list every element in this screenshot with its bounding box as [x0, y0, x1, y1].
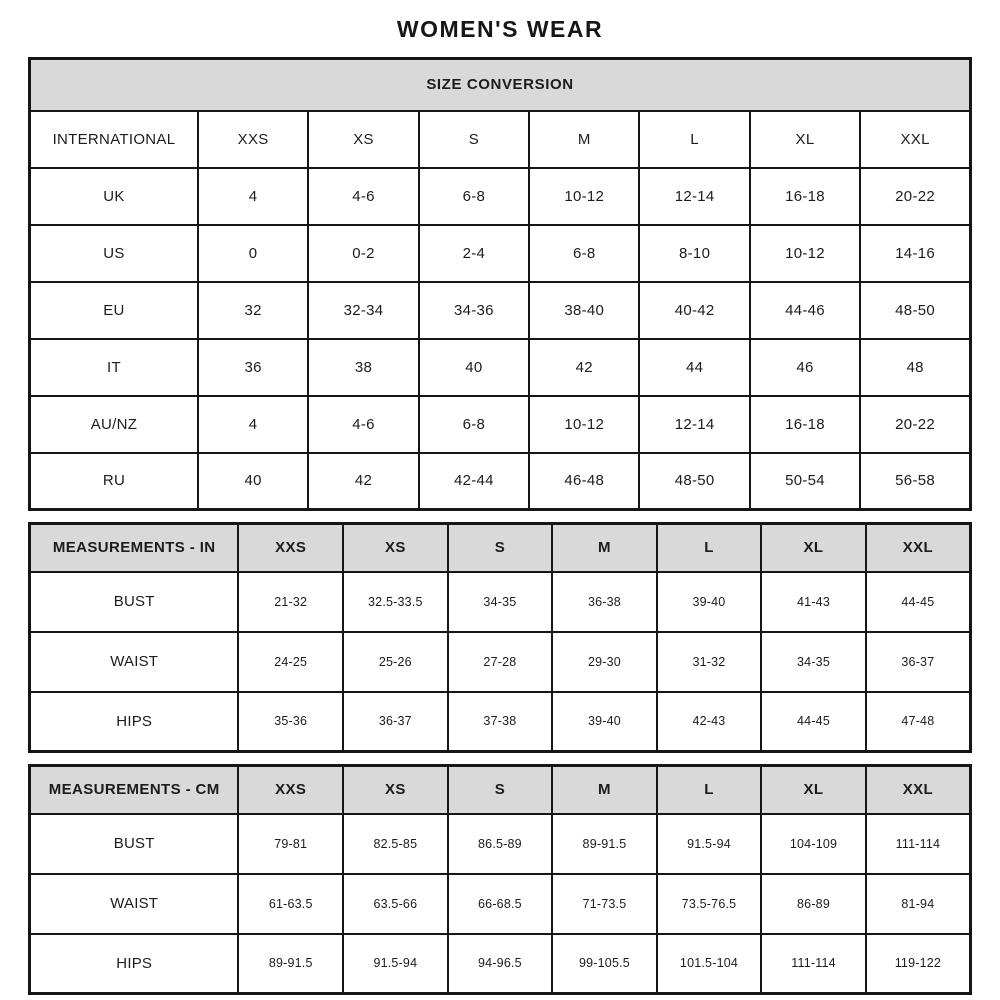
measurement-cell: 71-73.5 [552, 874, 657, 934]
table-row [30, 814, 971, 874]
size-cell: 44-46 [750, 282, 860, 339]
size-cell: 0 [198, 225, 308, 282]
column-header: S [419, 111, 529, 168]
measurements-in-header: MEASUREMENTS - IN [30, 524, 239, 572]
measurement-cell: 104-109 [761, 814, 866, 874]
row-label: BUST [30, 572, 239, 632]
column-header: XL [761, 766, 866, 814]
size-cell: 20-22 [860, 168, 970, 225]
size-cell: 16-18 [750, 396, 860, 453]
measurement-cell: 39-40 [552, 692, 657, 752]
measurement-cell: 44-45 [866, 572, 971, 632]
size-cell: 48 [860, 339, 970, 396]
size-cell: 10-12 [529, 168, 639, 225]
size-cell: 48-50 [860, 282, 970, 339]
column-header: XXS [238, 766, 343, 814]
table-row [30, 692, 971, 752]
row-label: IT [30, 339, 198, 396]
table-row [30, 453, 971, 510]
measurement-cell: 39-40 [657, 572, 762, 632]
size-cell: 34-36 [419, 282, 529, 339]
size-cell: 36 [198, 339, 308, 396]
row-label: WAIST [30, 874, 239, 934]
column-header: XXL [866, 766, 971, 814]
row-label: UK [30, 168, 198, 225]
row-label: RU [30, 453, 198, 510]
size-cell: 4 [198, 168, 308, 225]
column-header: XL [761, 524, 866, 572]
table-row [30, 524, 971, 572]
table-row [30, 572, 971, 632]
size-cell: 6-8 [529, 225, 639, 282]
column-header: S [448, 766, 553, 814]
column-header: L [639, 111, 749, 168]
measurement-cell: 24-25 [238, 632, 343, 692]
size-cell: 10-12 [529, 396, 639, 453]
size-cell: 38 [308, 339, 418, 396]
size-cell: 4-6 [308, 168, 418, 225]
column-header: M [529, 111, 639, 168]
size-cell: 46 [750, 339, 860, 396]
measurement-cell: 111-114 [866, 814, 971, 874]
size-cell: 2-4 [419, 225, 529, 282]
table-row [30, 168, 971, 225]
table-row [30, 874, 971, 934]
row-label: HIPS [30, 692, 239, 752]
measurement-cell: 91.5-94 [657, 814, 762, 874]
column-header: XXL [860, 111, 970, 168]
size-cell: 6-8 [419, 168, 529, 225]
table-row [30, 396, 971, 453]
measurement-cell: 25-26 [343, 632, 448, 692]
table-row [30, 339, 971, 396]
size-cell: 20-22 [860, 396, 970, 453]
column-header: XS [343, 766, 448, 814]
column-header: L [657, 766, 762, 814]
measurement-cell: 73.5-76.5 [657, 874, 762, 934]
size-cell: 0-2 [308, 225, 418, 282]
measurement-cell: 119-122 [866, 934, 971, 994]
measurement-cell: 36-37 [343, 692, 448, 752]
size-cell: 40-42 [639, 282, 749, 339]
measurement-cell: 86-89 [761, 874, 866, 934]
table-row [30, 111, 971, 168]
size-cell: 14-16 [860, 225, 970, 282]
size-cell: 42-44 [419, 453, 529, 510]
size-cell: 56-58 [860, 453, 970, 510]
size-cell: 10-12 [750, 225, 860, 282]
row-label: HIPS [30, 934, 239, 994]
column-header: XS [343, 524, 448, 572]
measurement-cell: 21-32 [238, 572, 343, 632]
measurement-cell: 36-37 [866, 632, 971, 692]
measurement-cell: 31-32 [657, 632, 762, 692]
measurement-cell: 86.5-89 [448, 814, 553, 874]
size-cell: 50-54 [750, 453, 860, 510]
size-cell: 44 [639, 339, 749, 396]
column-header: XL [750, 111, 860, 168]
measurement-cell: 79-81 [238, 814, 343, 874]
page-title: WOMEN'S WEAR [396, 16, 604, 42]
table-row [30, 225, 971, 282]
size-cell: 6-8 [419, 396, 529, 453]
table-row [30, 282, 971, 339]
measurement-cell: 27-28 [448, 632, 553, 692]
measurement-cell: 81-94 [866, 874, 971, 934]
measurement-cell: 89-91.5 [238, 934, 343, 994]
measurement-cell: 94-96.5 [448, 934, 553, 994]
measurement-cell: 36-38 [552, 572, 657, 632]
column-header: XS [308, 111, 418, 168]
table-row [30, 632, 971, 692]
measurement-cell: 35-36 [238, 692, 343, 752]
measurement-cell: 89-91.5 [552, 814, 657, 874]
column-header: M [552, 766, 657, 814]
size-cell: 46-48 [529, 453, 639, 510]
column-header: L [657, 524, 762, 572]
measurements-cm-table [28, 764, 972, 995]
size-cell: 12-14 [639, 168, 749, 225]
size-conversion-table [28, 57, 972, 511]
size-cell: 32 [198, 282, 308, 339]
measurements-cm-header: MEASUREMENTS - CM [30, 766, 239, 814]
column-header: XXS [198, 111, 308, 168]
size-cell: 32-34 [308, 282, 418, 339]
row-label: BUST [30, 814, 239, 874]
measurement-cell: 63.5-66 [343, 874, 448, 934]
measurement-cell: 101.5-104 [657, 934, 762, 994]
measurements-in-table [28, 522, 972, 753]
size-cell: 4-6 [308, 396, 418, 453]
size-cell: 4 [198, 396, 308, 453]
size-cell: 8-10 [639, 225, 749, 282]
measurement-cell: 61-63.5 [238, 874, 343, 934]
column-header: S [448, 524, 553, 572]
size-cell: 42 [308, 453, 418, 510]
size-cell: 38-40 [529, 282, 639, 339]
size-cell: 16-18 [750, 168, 860, 225]
table-row [30, 59, 971, 111]
measurement-cell: 111-114 [761, 934, 866, 994]
row-label: EU [30, 282, 198, 339]
measurement-cell: 34-35 [761, 632, 866, 692]
size-cell: 48-50 [639, 453, 749, 510]
row-label: US [30, 225, 198, 282]
measurement-cell: 91.5-94 [343, 934, 448, 994]
table-row [30, 934, 971, 994]
size-cell: 40 [419, 339, 529, 396]
measurement-cell: 41-43 [761, 572, 866, 632]
column-header: M [552, 524, 657, 572]
measurement-cell: 82.5-85 [343, 814, 448, 874]
measurement-cell: 34-35 [448, 572, 553, 632]
row-label: AU/NZ [30, 396, 198, 453]
size-cell: 12-14 [639, 396, 749, 453]
size-conversion-header: SIZE CONVERSION [30, 59, 971, 111]
size-cell: 40 [198, 453, 308, 510]
size-cell: 42 [529, 339, 639, 396]
column-header: XXL [866, 524, 971, 572]
measurement-cell: 66-68.5 [448, 874, 553, 934]
column-header: INTERNATIONAL [30, 111, 198, 168]
measurement-cell: 29-30 [552, 632, 657, 692]
table-row [30, 766, 971, 814]
row-label: WAIST [30, 632, 239, 692]
measurement-cell: 42-43 [657, 692, 762, 752]
measurement-cell: 37-38 [448, 692, 553, 752]
column-header: XXS [238, 524, 343, 572]
measurement-cell: 47-48 [866, 692, 971, 752]
measurement-cell: 44-45 [761, 692, 866, 752]
measurement-cell: 99-105.5 [552, 934, 657, 994]
measurement-cell: 32.5-33.5 [343, 572, 448, 632]
